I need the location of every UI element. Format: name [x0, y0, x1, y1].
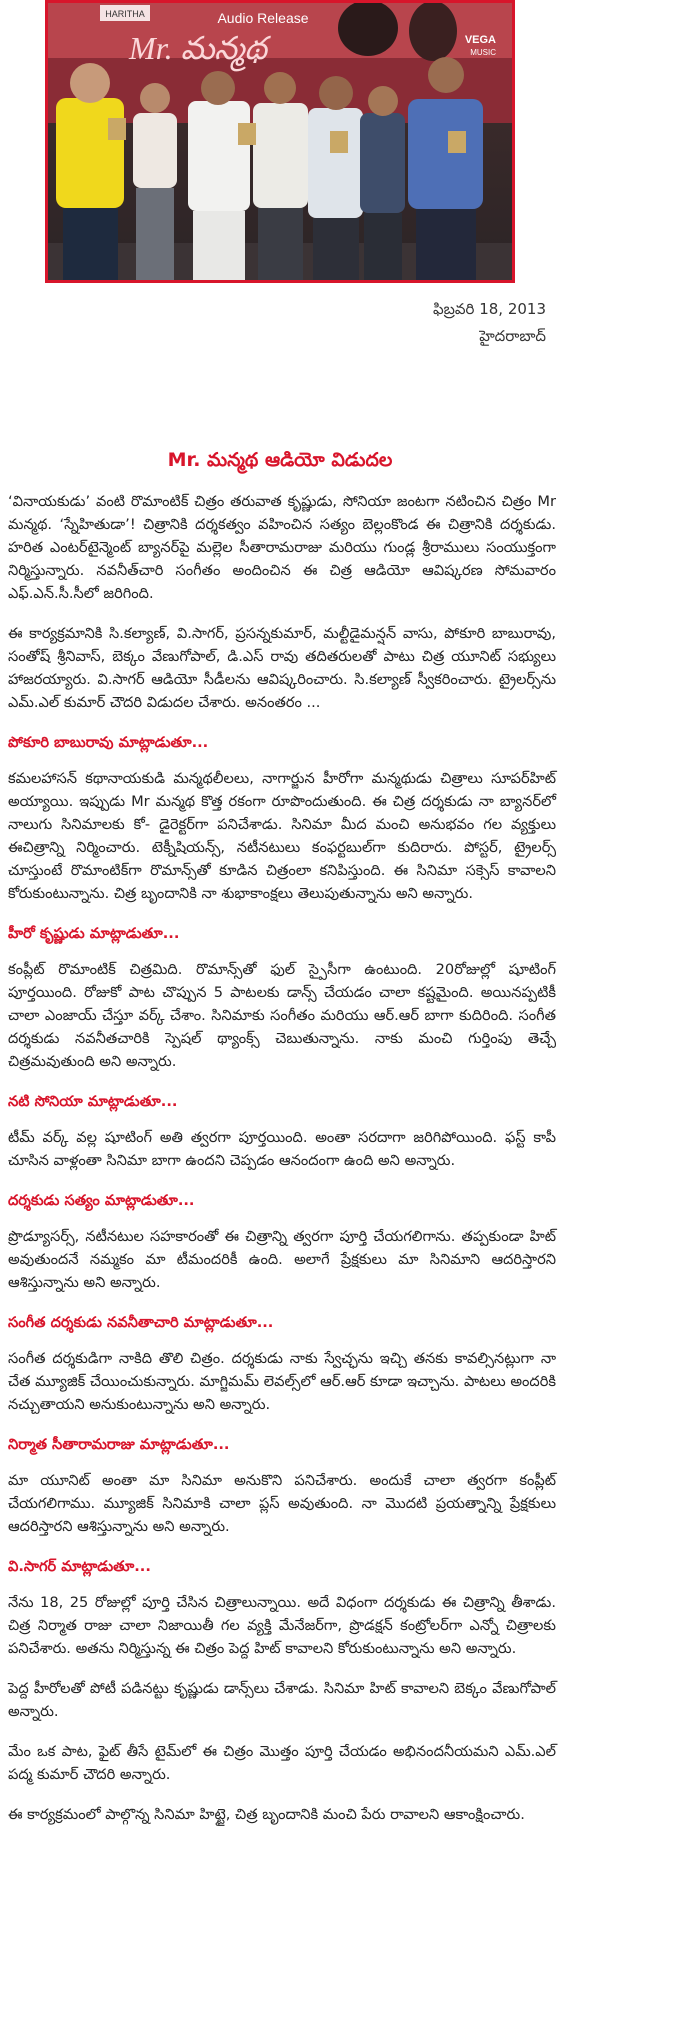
speaker-heading: దర్శకుడు సత్యం మాట్లాడుతూ... — [8, 1192, 195, 1209]
speaker-heading: నటి సోనియా మాట్లాడుతూ... — [8, 1093, 178, 1110]
vega-logo: VEGA — [464, 34, 496, 46]
speaker-heading: వి.సాగర్ మాట్లాడుతూ... — [8, 1558, 151, 1575]
article-paragraph: టీమ్ వర్క్ వల్ల షూటింగ్ అతి త్వరగా పూర్తయింది. అంతా సరదాగా జరిగిపోయింది. ఫస్ట్ కాపీ చూసిన వాళ్లంతా సినిమా బాగా ఉందని చెప్పడం ఆనందంగా ఉంది అని అన్నారు. — [8, 1129, 556, 1169]
article-paragraph: మా యూనిట్ అంతా మా సినిమా అనుకొని పనిచేశారు. అందుకే చాలా త్వరగా కంప్లీట్ చేయగలిగాము. మ్యూజిక్ సినిమాకి చాలా ప్లస్ అవుతుంది. నా మొదటి ప్రయత్నాన్ని ప్రేక్షకులు ఆదరిస్తారని ఆశిస్తున్నాను అని అన్నారు. — [8, 1472, 556, 1535]
article-paragraph: పెద్ద హీరోలతో పోటీ పడినట్టు కృష్ణుడు డాన్స్‌లు చేశాడు. సినిమా హిట్ కావాలని బెక్కం వేణుగోపాల్ అన్నారు. — [8, 1680, 556, 1720]
vega-logo-sub: MUSIC — [470, 48, 496, 57]
article-paragraph: కమలహాసన్ కథానాయకుడి మన్మథలీలలు, నాగార్జున హీరోగా మన్మథుడు చిత్రాలు సూపర్‌హిట్ అయ్యాయి. ఇప్పుడు Mr మన్మథ కొత్త రకంగా రూపొందుతుంది. ఈ చిత్ర దర్శకుడు నా బ్యానర్‌లో నాలుగు సినిమాలకు కో- డైరెక్టర్‌గా పనిచేశాడు. సినిమా మీద మంచి అనుభవం గల వ్యక్తులు ఈచిత్రాన్ని నిర్మించారు. టెక్నీషియన్స్, నటీనటులు కంఫర్టబుల్‌గా కుదిరారు. పోస్టర్, ట్రైలర్స్ చూస్తుంటే రొమాంటిక్‌గా రొమాన్స్‌తో కూడిన చిత్రంలా కనిపిస్తుంది. ఈ సినిమా సక్సెస్ కావాలని కోరుకుంటున్నాను. చిత్ర బృందానికి నా శుభాకాంక్షలు తెలుపుతున్నాను అని అన్నారు. — [8, 770, 556, 902]
banner-audio-release: Audio Release — [217, 10, 309, 26]
event-photo — [45, 0, 515, 283]
article-paragraph: నేను 18, 25 రోజుల్లో పూర్తి చేసిన చిత్రాలున్నాయి. అదే విధంగా దర్శకుడు ఈ చిత్రాన్ని తీశాడు. చిత్ర నిర్మాత రాజు చాలా నిజాయితీ గల వ్యక్తి మేనేజర్‌గా, ప్రొడక్షన్ కంట్రోలర్‌గా ఎన్నో చిత్రాలకు పనిచేశారు. అతను నిర్మిస్తున్న ఈ చిత్రం పెద్ద హిట్ కావాలని కోరుకుంటున్నాను అని అన్నారు. — [8, 1594, 556, 1657]
speaker-heading: పోకూరి బాబురావు మాట్లాడుతూ... — [8, 734, 209, 751]
article-paragraph: సంగీత దర్శకుడిగా నాకిది తొలి చిత్రం. దర్శకుడు నాకు స్వేచ్ఛను ఇచ్చి తనకు కావల్సినట్లుగా నా చేత మ్యూజిక్ చేయించుకున్నారు. మాగ్జిమమ్ లెవల్స్‌లో ఆర్.ఆర్ కూడా ఇచ్చాను. పాటలు అందరికి నచ్చుతాయని అనుకుంటున్నాను అని అన్నారు. — [8, 1350, 556, 1413]
speaker-heading: నిర్మాత సీతారామరాజు మాట్లాడుతూ... — [8, 1436, 230, 1453]
article-paragraph: ఈ కార్యక్రమంలో పాల్గొన్న సినిమా హిట్టై, చిత్ర బృందానికి మంచి పేరు రావాలని ఆకాంక్షించారు. — [8, 1806, 525, 1823]
article-headline: Mr. మన్మథ ఆడియో విడుదల — [167, 449, 393, 471]
article-body — [8, 490, 556, 1843]
article-place: హైదరాబాద్ — [479, 327, 546, 345]
article-paragraph: ఈ కార్యక్రమానికి సి.కల్యాణ్, వి.సాగర్, ప్రసన్నకుమార్, మల్టీడైమన్షన్ వాసు, పోకూరి బాబురావు, సంతోష్ శ్రీనివాస్, బెక్కం వేణుగోపాల్, డి.ఎస్ రావు తదితరులతో పాటు చిత్ర యూనిట్ సభ్యులు హాజరయ్యారు. వి.సాగర్ ఆడియో సీడీలను ఆవిష్కరించారు. సి.కల్యాణ్ స్వీకరించారు. ట్రైలర్స్‌ను ఎమ్.ఎల్ కుమార్ చౌదరి విడుదల చేశారు. అనంతరం ... — [8, 625, 556, 711]
article-paragraph: కంప్లీట్ రొమాంటిక్ చిత్రమిది. రొమాన్స్‌తో ఫుల్ స్పైసీగా ఉంటుంది. 20రోజుల్లో షూటింగ్ పూర్తయింది. రోజుకో పాట చొప్పున 5 పాటలకు డాన్స్ చేయడం చాలా కష్టమైంది. అయినప్పటికీ చాలా ఎంజాయ్ చేస్తూ వర్క్ చేశాం. సినిమాకు సంగీతం మరియు ఆర్.ఆర్ బాగా కుదిరింది. సంగీత దర్శకుడు నవనీతచారికి స్పెషల్ థ్యాంక్స్ చెబుతున్నాను. నాకు మంచి గుర్తింపు తెచ్చే చిత్రమవుతుంది అని అన్నారు. — [8, 961, 556, 1070]
speaker-heading: హీరో కృష్ణుడు మాట్లాడుతూ... — [8, 925, 180, 942]
banner-title: Mr. మన్మథ — [129, 30, 267, 66]
article-paragraph: ‘వినాయకుడు’ వంటి రొమాంటిక్ చిత్రం తరువాత కృష్ణుడు, సోనియా జంటగా నటించిన చిత్రం Mr మన్మథ. ‘స్నేహితుడా’! చిత్రానికి దర్శకత్వం వహించిన సత్యం బెల్లంకొండ ఈ చిత్రానికి దర్శకుడు. హరిత ఎంటర్‌టైన్మెంట్ బ్యానర్‌పై మల్లెల సీతారామరాజు మరియు గుండ్ల శ్రీరాములు సంయుక్తంగా నిర్మిస్తున్నారు. నవనీత్‌చారి సంగీతం అందించిన ఈ చిత్ర ఆడియో ఆవిష్కరణ సోమవారం ఎఫ్.ఎన్.సీ.సీలో జరిగింది. — [8, 493, 556, 602]
speaker-heading: సంగీత దర్శకుడు నవనీతాచారి మాట్లాడుతూ... — [8, 1314, 274, 1331]
banner-brand: HARITHA — [105, 9, 145, 19]
article-date: ఫిబ్రవరి 18, 2013 — [432, 300, 546, 318]
article-paragraph: ప్రొడ్యూసర్స్, నటీనటుల సహకారంతో ఈ చిత్రాన్ని త్వరగా పూర్తి చేయగలిగాను. తప్పకుండా హిట్ అవుతుందనే నమ్మకం మా టీమందరికీ ఉంది. అలాగే ప్రేక్షకులు మా సినిమాని ఆదరిస్తారని ఆశిస్తున్నాను అని అన్నారు. — [8, 1228, 556, 1291]
article-paragraph: మేం ఒక పాట, ఫైట్ తీసే టైమ్‌లో ఈ చిత్రం మొత్తం పూర్తి చేయడం అభినందనీయమని ఎమ్.ఎల్ పద్మ కుమార్ చౌదరి అన్నారు. — [8, 1743, 556, 1783]
